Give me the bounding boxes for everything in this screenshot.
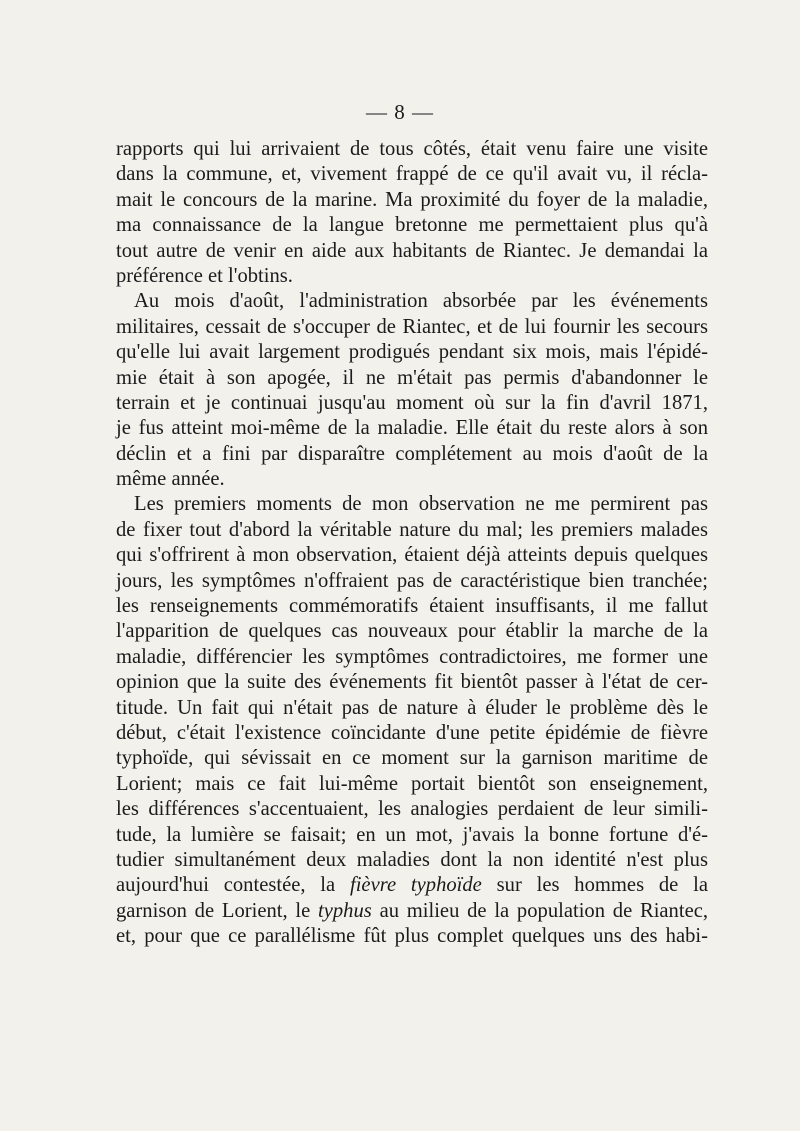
text-line: je fus atteint moi-même de la maladie. Elle était du reste alors à son: [116, 417, 708, 440]
text-line: l'apparition de quelques cas nouveaux pour établir la marche de la: [116, 620, 708, 643]
text-line: typhoïde, qui sévissait en ce moment sur la garnison maritime de: [116, 747, 708, 770]
text-segment: sur les hommes de la: [496, 874, 708, 897]
text-line: mait le concours de la marine. Ma proximité du foyer de la maladie,: [116, 188, 708, 211]
text-line: ma connaissance de la langue bretonne me permettaient plus qu'à: [116, 214, 708, 237]
text-line: rapports qui lui arrivaient de tous côtés, était venu faire une visite: [116, 138, 708, 160]
page-number: — 8 —: [366, 100, 434, 124]
text-line: opinion que la suite des événements fit bientôt passer à l'état de cer-: [116, 671, 708, 694]
text-line: titude. Un fait qui n'était pas de nature à éluder le problème dès le: [116, 696, 708, 719]
text-line: de fixer tout d'abord la véritable nature du mal; les premiers malades: [116, 518, 708, 541]
text-line: préférence et l'obtins.: [116, 264, 293, 287]
text-line: militaires, cessait de s'occuper de Riantec, et de lui fournir les secours: [116, 315, 708, 338]
text-line: qu'elle lui avait largement prodigués pendant six mois, mais l'épidé-: [116, 341, 708, 364]
text-line: Lorient; mais ce fait lui-même portait bientôt son enseignement,: [116, 772, 708, 795]
text-line: Au mois d'août, l'administration absorbée par les événements: [134, 290, 708, 313]
text-line: les différences s'accentuaient, les analogies perdaient de leur simili-: [116, 798, 708, 821]
text-line: qui s'offrirent à mon observation, étaient déjà atteints depuis quelques: [116, 544, 708, 567]
text-line: tude, la lumière se faisait; en un mot, j'avais la bonne fortune d'é-: [116, 823, 708, 846]
text-line: maladie, différencier les symptômes contradictoires, me former une: [116, 645, 708, 668]
text-line: Les premiers moments de mon observation ne me permirent pas: [134, 493, 708, 516]
text-line: terrain et je continuai jusqu'au moment où sur la fin d'avril 1871,: [116, 391, 708, 414]
text-segment: garnison de Lorient, le: [116, 899, 311, 922]
italic-term: typhus: [318, 899, 372, 922]
text-line: jours, les symptômes n'offraient pas de caractéristique bien tranchée;: [116, 569, 708, 592]
text-line: début, c'était l'existence coïncidante d'une petite épidémie de fièvre: [116, 721, 708, 744]
text-line-with-italic: [116, 873, 708, 898]
body-text: [116, 137, 708, 950]
text-line: mie était à son apogée, il ne m'était pas permis d'abandonner le: [116, 366, 708, 389]
text-line: tout autre de venir en aide aux habitants de Riantec. Je demandai la: [116, 239, 708, 262]
text-segment: aujourd'hui contestée, la: [116, 874, 336, 897]
text-line: tudier simultanément deux maladies dont la non identité n'est plus: [116, 848, 708, 871]
text-line-with-italic: [116, 899, 708, 924]
text-line: déclin et a fini par disparaître complétement au mois d'août de la: [116, 442, 708, 465]
text-segment: au milieu de la population de Riantec,: [379, 899, 709, 922]
text-line: les renseignements commémoratifs étaient insuffisants, il me fallut: [116, 595, 708, 618]
italic-term: fièvre typhoïde: [349, 874, 482, 897]
text-line: et, pour que ce parallélisme fût plus complet quelques uns des habi-: [116, 925, 708, 948]
text-line: même année.: [116, 468, 225, 491]
text-line: dans la commune, et, vivement frappé de ce qu'il avait vu, il récla-: [116, 163, 708, 186]
